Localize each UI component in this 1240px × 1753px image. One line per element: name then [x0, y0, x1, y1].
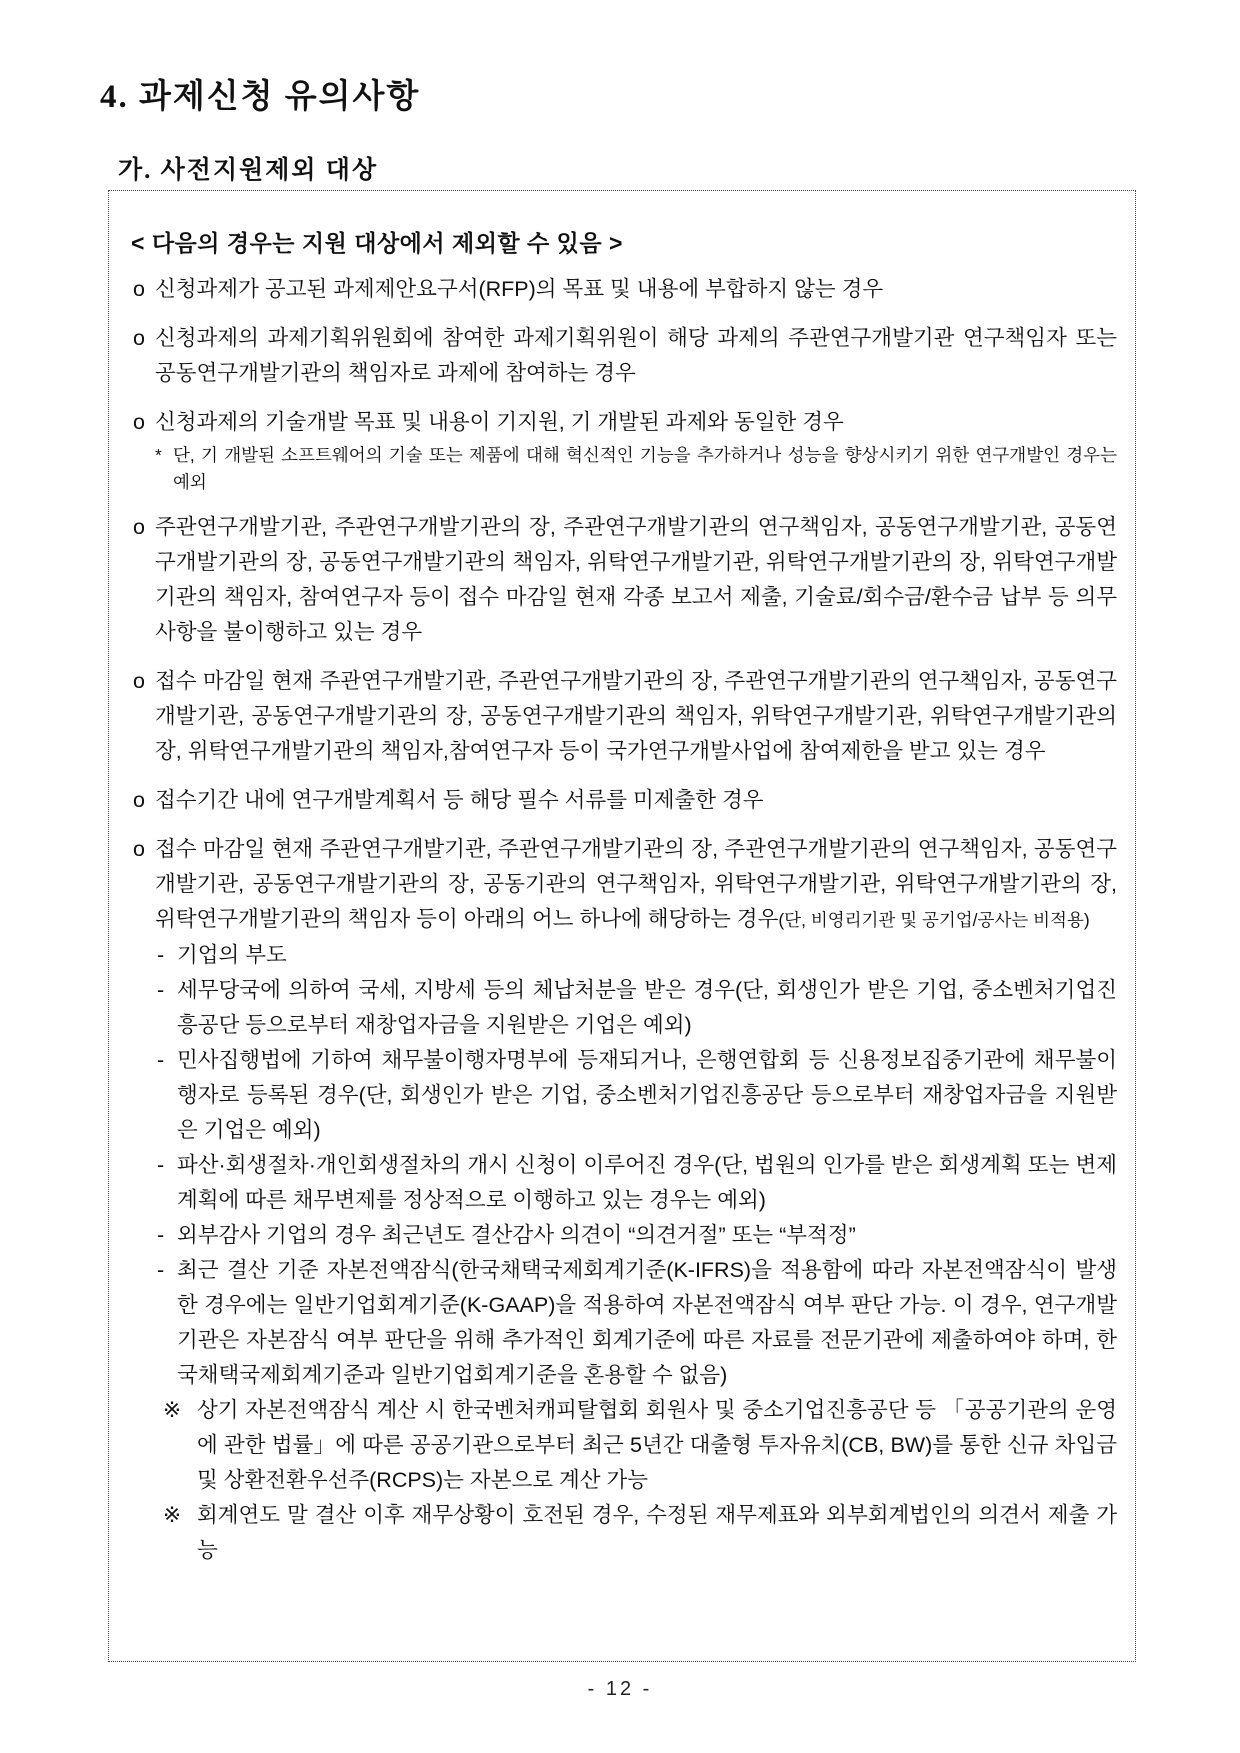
reference-note: [131, 1393, 1117, 1498]
list-item: [131, 832, 1117, 938]
list-item-text: 접수 마감일 현재 주관연구개발기관, 주관연구개발기관의 장, 주관연구개발기관의 연구책임자, 공동연구개발기관, 공동연구개발기관의 장, 공동연구개발기관의 책임자, 위탁연구개발기관, 위탁연구개발기관의 장, 위탁연구개발기관의 책임자,참여연구자 등이 국가연구개발사업에 참여제한을 받고 있는 경우: [155, 669, 1117, 763]
sub-list-item-text: 파산·회생절차·개인회생절차의 개시 신청이 이루어진 경우(단, 법원의 인가를 받은 회생계획 또는 변제계획에 따른 채무변제를 정상적으로 이행하고 있는 경우는 예외): [177, 1153, 1117, 1212]
list-item-text: 신청과제의 과제기획위원회에 참여한 과제기획위원이 해당 과제의 주관연구개발기관 연구책임자 또는 공동연구개발기관의 책임자로 과제에 참여하는 경우: [155, 326, 1117, 385]
reference-note: [131, 1498, 1117, 1568]
list-item-text: 접수 마감일 현재 주관연구개발기관, 주관연구개발기관의 장, 주관연구개발기관의 연구책임자, 공동연구개발기관, 공동연구개발기관의 장, 공동기관의 연구책임자, 위탁연구개발기관, 위탁연구개발기관의 장, 위탁연구개발기관의 책임자 등이 아래의 어느 하나에 해당하는 경우: [155, 837, 1117, 931]
reference-note-text: 상기 자본전액잠식 계산 시 한국벤처캐피탈협회 회원사 및 중소기업진흥공단 등 「공공기관의 운영에 관한 법률」에 따른 공공기관으로부터 최근 5년간 대출형 투자유치(CB, BW)를 통한 신규 차입금 및 상환전환우선주(RCPS)는 자본으로 계산 가능: [197, 1398, 1117, 1492]
reference-marker: ※: [163, 1503, 182, 1527]
dash-marker: -: [157, 1223, 165, 1247]
sub-list-item: [131, 973, 1117, 1043]
bullet-marker: o: [133, 410, 145, 434]
page-number: - 12 -: [587, 1678, 653, 1700]
sub-list-item: [131, 938, 1117, 973]
sub-list-item-text: 민사집행법에 기하여 채무불이행자명부에 등재되거나, 은행연합회 등 신용정보집중기관에 채무불이행자로 등록된 경우(단, 회생인가 받은 기업, 중소벤처기업진흥공단 등으로부터 재창업자금을 지원받은 기업은 예외): [177, 1048, 1117, 1142]
list-item-text: 주관연구개발기관, 주관연구개발기관의 장, 주관연구개발기관의 연구책임자, 공동연구개발기관, 공동연구개발기관의 장, 공동연구개발기관의 책임자, 위탁연구개발기관, 위탁연구개발기관의 장, 위탁연구개발기관의 책임자, 참여연구자 등이 접수 마감일 현재 각종 보고서 제출, 기술료/회수금/환수금 납부 등 의무사항을 불이행하고 있는 경우: [155, 515, 1117, 644]
dash-marker: -: [157, 1153, 165, 1177]
page-title: 4. 과제신청 유의사항: [100, 79, 421, 115]
dash-marker: -: [157, 1048, 165, 1072]
bullet-marker: o: [133, 326, 145, 350]
asterisk-marker: *: [155, 445, 162, 465]
sub-list-item-text: 세무당국에 의하여 국세, 지방세 등의 체납처분을 받은 경우(단, 회생인가 받은 기업, 중소벤처기업진흥공단 등으로부터 재창업자금을 지원받은 기업은 예외): [177, 978, 1117, 1037]
bullet-marker: o: [133, 515, 145, 539]
list-item: [131, 783, 1117, 818]
list-item-text: 신청과제가 공고된 과제제안요구서(RFP)의 목표 및 내용에 부합하지 않는 경우: [155, 277, 884, 301]
exception-note-text: 단, 기 개발된 소프트웨어의 기술 또는 제품에 대해 혁신적인 기능을 추가하거나 성능을 향상시키기 위한 연구개발인 경우는 예외: [173, 445, 1117, 492]
dash-marker: -: [157, 943, 165, 967]
sub-list-item: [131, 1043, 1117, 1148]
sub-list-item-text: 외부감사 기업의 경우 최근년도 결산감사 의견이 “의견거절” 또는 “부적정”: [177, 1223, 856, 1247]
dash-marker: -: [157, 978, 165, 1002]
list-item-text: 신청과제의 기술개발 목표 및 내용이 기지원, 기 개발된 과제와 동일한 경우: [155, 410, 844, 434]
bullet-marker: o: [133, 837, 145, 861]
sub-list-item: [131, 1218, 1117, 1253]
list-item-text: 접수기간 내에 연구개발계획서 등 해당 필수 서류를 미제출한 경우: [155, 788, 764, 812]
reference-note-text: 회계연도 말 결산 이후 재무상황이 호전된 경우, 수정된 재무제표와 외부회계법인의 의견서 제출 가능: [197, 1503, 1117, 1562]
exclusion-criteria-box: [108, 190, 1136, 1662]
sub-list-item-text: 최근 결산 기준 자본전액잠식(한국채택국제회계기준(K-IFRS)을 적용함에 따라 자본전액잠식이 발생한 경우에는 일반기업회계기준(K-GAAP)을 적용하여 자본전액잠식 여부 판단 가능. 이 경우, 연구개발기관은 자본잠식 여부 판단을 위해 추가적인 회계기준에 따른 자료를 전문기관에 제출하여야 하며, 한국채택국제회계기준과 일반기업회계기준을 혼용할 수 없음): [177, 1258, 1117, 1387]
sub-list-item: [131, 1253, 1117, 1393]
bullet-marker: o: [133, 277, 145, 301]
dash-marker: -: [157, 1258, 165, 1282]
list-item: [131, 664, 1117, 769]
sub-list-item: [131, 1148, 1117, 1218]
bullet-marker: o: [133, 788, 145, 812]
sub-list-item-text: 기업의 부도: [177, 943, 287, 967]
list-item: [131, 272, 1117, 307]
list-item: [131, 321, 1117, 391]
list-item: [131, 510, 1117, 650]
reference-marker: ※: [163, 1398, 182, 1422]
box-heading: < 다음의 경우는 지원 대상에서 제외할 수 있음 >: [131, 230, 623, 256]
bullet-marker: o: [133, 669, 145, 693]
exception-note: [131, 442, 1117, 496]
list-item: [131, 405, 1117, 440]
section-heading: 가. 사전지원제외 대상: [118, 157, 379, 184]
list-item-small-suffix: (단, 비영리기관 및 공기업/공사는 비적용): [778, 910, 1090, 930]
